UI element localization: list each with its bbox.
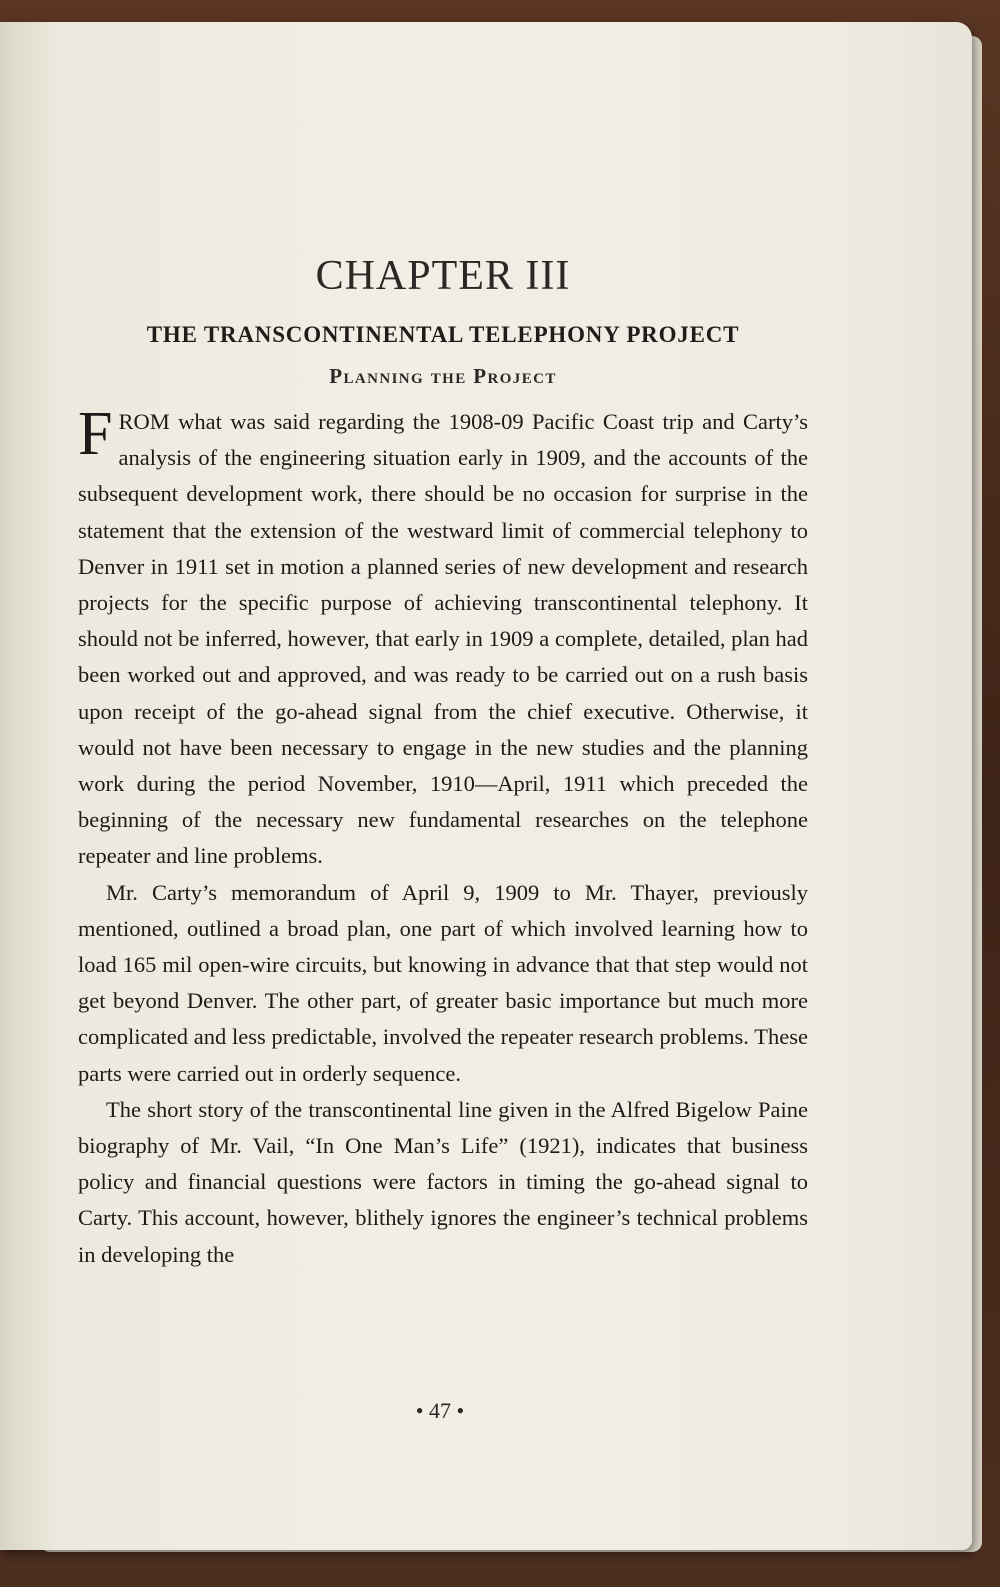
chapter-subtitle: THE TRANSCONTINENTAL TELEPHONY PROJECT bbox=[146, 322, 740, 347]
page-content bbox=[78, 250, 808, 1273]
page-number: • 47 • bbox=[415, 1398, 465, 1423]
book-page bbox=[0, 22, 972, 1550]
paragraph-2: Mr. Carty’s memorandum of April 9, 1909 to Mr. Thayer, previously mentioned, outlined a broad plan, one part of which involved learning how to load 165 mil open-wire circuits, but knowing in advance that that step would not get beyond Denver. The other part, of greater basic importance but much more complicated and less predictable, involved the repeater research problems. These parts were carried out in orderly sequence. bbox=[78, 879, 808, 1086]
chapter-title: CHAPTER III bbox=[315, 253, 571, 299]
drop-cap: F bbox=[78, 400, 113, 468]
paragraph-1 bbox=[78, 400, 808, 875]
paragraph-3: The short story of the transcontinental line given in the Alfred Bigelow Paine biography of Mr. Vail, “In One Man’s Life” (1921), indicates that business policy and financial questions were factors in timing the go-ahead signal to Carty. This account, however, blithely ignores the engineer’s technical problems in developing the bbox=[78, 1096, 808, 1267]
section-heading: Planning the Project bbox=[329, 364, 557, 388]
paragraph-1-text: ROM what was said regarding the 1908-09 Pacific Coast trip and Carty’s analysis of the engineering situation early in 1909, and the accounts of the subsequent development work, there should be no occasion for surprise in the statement that the extension of the westward limit of commercial telephony to Denver in 1911 set in motion a planned series of new development and research projects for the specific purpose of achieving transcontinental telephony. It should not be inferred, however, that early in 1909 a complete, detailed, plan had been worked out and approved, and was ready to be carried out on a rush basis upon receipt of the go-ahead signal from the chief executive. Otherwise, it would not have been necessary to engage in the new studies and the planning work during the period November, 1910—April, 1911 which preceded the beginning of the necessary new fundamental researches on the telephone repeater and line problems. bbox=[78, 409, 808, 869]
